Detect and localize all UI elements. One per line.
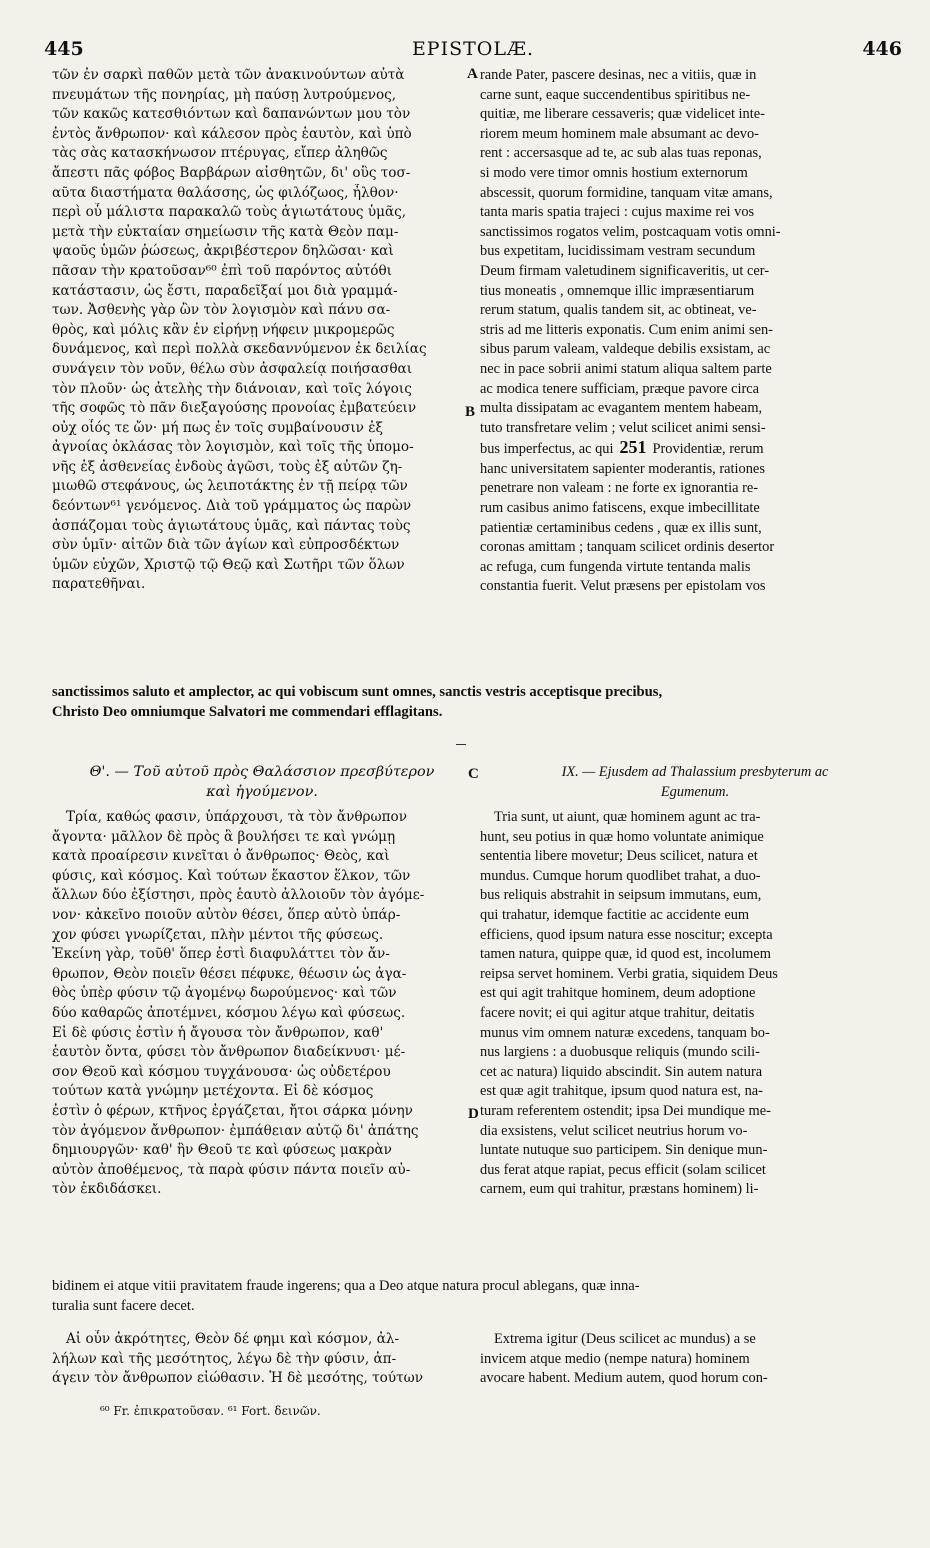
heading-line: Θ'. — Τοῦ αὐτοῦ πρὸς Θαλάσσιον πρεσβύτερον <box>89 764 435 780</box>
text-line: νον· κἀκεῖνο ποιοῦν αὐτὸν θέσει, ὅπερ αὐτὸ ὑπάρ- <box>52 906 401 923</box>
text-line: ac modica tenere sufficiam, præque pavore circa <box>480 380 760 397</box>
text-line: cet ac natura) liquido abscindit. Sin autem natura <box>480 1063 763 1080</box>
text-line: δύο καθαρῶς ἀποτέμνει, κόσμου λέγω καὶ φύσεως. <box>52 1004 406 1021</box>
text-line: multa dissipatam ac evagantem mentem habeam, <box>480 400 763 417</box>
greek-column-3 <box>52 1330 468 1389</box>
text-line: est quæ agit trahitque, ipsum quod natura est, na- <box>480 1083 763 1100</box>
text-line: κατὰ προαίρεσιν κινεῖται ὁ ἄνθρωπος· Θεὸς, καὶ <box>52 848 390 865</box>
text-line: Deum firmam valetudinem significaveritis, ut cer- <box>480 262 770 279</box>
text-line: avocare habent. Medium autem, quod horum con- <box>480 1370 768 1387</box>
text-line: ἐντὸς ἄνθρωπον· καὶ κάλεσον πρὸς ἑαυτὸν, καὶ ὑπὸ <box>52 125 412 142</box>
text-line: constantia fuerit. Velut præsens per epistolam vos <box>480 578 766 595</box>
text-line: Αἱ οὖν ἀκρότητες, Θεὸν δέ φημι καὶ κόσμον, ἀλ- <box>66 1331 400 1347</box>
text-line: ἄλλων δύο ἐξίστησι, πρὸς ἑαυτὸ ἀλλοιοῦν τὸν ἀγόμε- <box>52 887 425 904</box>
text-line: σον Θεοῦ καὶ κόσμου τυγχάνουσα· ὡς οὐδετέρου <box>52 1063 391 1080</box>
greek-section-heading <box>52 762 472 802</box>
text-line: συνάγειν τὸν νοῦν, θέλω σὺν ἀσφαλείᾳ ποιήσασθαι <box>52 360 413 377</box>
text-line: tuto transfretare velim ; velut scilicet animi sensi- <box>480 419 766 436</box>
text-line: Ἐκείνη γὰρ, τοῦθ' ὅπερ ἐστὶ διαφυλάττει τὸν ἄν- <box>52 946 390 963</box>
text-line: rande Pater, pascere desinas, nec a vitiis, quæ in <box>480 67 757 83</box>
text-line: τῆς σοφῶς τὸ πᾶν διεξαγούσης προνοίας ἐμβατεύειν <box>52 400 417 417</box>
text-line: sibus parum valeam, valdeque debilis exsistam, ac <box>480 341 771 358</box>
text-line: τὸν πλοῦν· ὡς ἀτελὴς τὴν διάνοιαν, καὶ τοῖς λόγοις <box>52 380 412 397</box>
text-line: τὸν ἀγόμενον ἄνθρωπον· ἐμπάθειαν αὐτῷ δι' ἀπάτης <box>52 1122 419 1139</box>
text-line: ἀγνοίας ὀκλάσας τὸν λογισμὸν, καὶ τοῖς τῆς ὑπομο- <box>52 439 414 456</box>
text-line: sanctissimos saluto et amplector, ac qui vobiscum sunt omnes, sanctis vestris acceptisque precibus, <box>52 684 663 700</box>
text-line: Extrema igitur (Deus scilicet ac mundus) a se <box>494 1331 756 1347</box>
text-fragment: bus imperfectus, ac qui <box>480 441 614 458</box>
text-line: δεόντων⁶¹ γενόμενος. Διὰ τοῦ γράμματος ὡς παρὼν <box>52 498 412 515</box>
text-line: τῶν ἐν σαρκὶ παθῶν μετὰ τῶν ἀνακινούντων αὐτὰ <box>52 67 405 83</box>
column-number: 251 <box>619 438 647 458</box>
text-line: μιωθῶ στεφάνους, ὡς λειποτάκτης ἐν τῇ πείρᾳ τῶν <box>52 478 408 495</box>
text-line: rent : accersasque ad te, ac sub alas tuas reponas, <box>480 145 762 162</box>
text-line: θὸς ὑπὲρ φύσιν τῷ ἀγομένῳ δωρούμενος· καὶ τῶν <box>52 985 397 1002</box>
text-line: κατάστασιν, ὡς ἔστι, παραδεῖξαί μοι διὰ γραμμά- <box>52 282 398 299</box>
latin-full-width-2 <box>52 1276 902 1316</box>
page-header <box>44 38 902 62</box>
text-line: luntate nutuque suo participem. Sin denique mun- <box>480 1142 768 1159</box>
greek-column-1 <box>52 66 468 595</box>
text-line <box>480 438 898 460</box>
divider <box>456 744 466 745</box>
latin-section-heading <box>492 762 898 802</box>
text-line: αῦτα διαστήματα θαλάσσης, ὡς φιλόζωος, ἦλθον· <box>52 184 399 201</box>
text-line: reipsa servet hominem. Verbi gratia, siquidem Deus <box>480 965 778 982</box>
text-line: hunt, seu potius in quæ homo voluntate animique <box>480 828 764 845</box>
text-line: ἀσπάζομαι τοὺς ἁγιωτάτους ὑμᾶς, καὶ πάντας τοὺς <box>52 517 411 534</box>
text-line: θρωπον, Θεὸν ποιεῖν θέσει πέφυκε, θέωσιν ὡς ἀγα- <box>52 965 407 982</box>
text-line: dus ferat atque rapiat, pecus efficit (solam scilicet <box>480 1161 766 1178</box>
text-line: nec in pace sobrii animi statum aliqua saltem parte <box>480 360 772 377</box>
text-line: τὸν ἐκδιδάσκει. <box>52 1181 162 1198</box>
text-line: efficiens, quod ipsum natura esse noscitur; excepta <box>480 926 773 943</box>
text-line: rerum statum, qualis tandem sit, ac obtineat, ve- <box>480 302 757 319</box>
page-number-right: 446 <box>862 38 902 60</box>
text-line: bus expetitam, lucidissimam vestram secundum <box>480 243 756 260</box>
text-line: δυνάμενος, καὶ περὶ πολλὰ σκεδαννύμενον ἐκ δειλίας <box>52 341 427 358</box>
latin-column-3 <box>480 1330 898 1389</box>
text-line: χον φύσει γνωρίζεται, πλὴν μέντοι τῆς φύσεως. <box>52 926 384 943</box>
text-line: μετὰ τὴν εὐκταίαν σημείωσιν τῆς κατὰ Θεὸν παμ- <box>52 223 399 240</box>
text-line: rum casibus animo fatiscens, exque imbecillitate <box>480 500 760 517</box>
text-line: qui trahatur, idemque factitie ac accidente eum <box>480 906 750 923</box>
text-line: carnem, eum qui trahitur, præstans hominem) li- <box>480 1181 759 1198</box>
text-line: bidinem ei atque vitii pravitatem fraude ingerens; qua a Deo atque natura procul ablegans, quæ inna- <box>52 1278 640 1294</box>
text-line: Christo Deo omniumque Salvatori me commendari efflagitans. <box>52 704 443 720</box>
text-line: abscessit, quorum formidine, tanquam vitæ amans, <box>480 184 773 201</box>
latin-full-width-1 <box>52 682 902 722</box>
text-line: Tria sunt, ut aiunt, quæ hominem agunt ac tra- <box>494 809 761 825</box>
text-line: τὰς σὰς κατασκήνωσον πτέρυγας, εἴπερ ἀληθῶς <box>52 145 388 162</box>
text-line: patientiæ certaminibus cedens , quæ ex illis sunt, <box>480 519 762 536</box>
text-line: ἐστὶν ὁ φέρων, κτῆνος ἐργάζεται, ἤτοι σάρκα μόνην <box>52 1102 413 1119</box>
text-line: ἄγοντα· μᾶλλον δὲ πρὸς ἃ βουλήσει τε καὶ γνώμῃ <box>52 828 396 845</box>
text-line: πνευμάτων τῆς πονηρίας, μὴ παύσῃ λυτρούμενος, <box>52 86 397 103</box>
text-line: riorem meum hominem male absumant ac devo- <box>480 125 759 142</box>
text-line: τούτων κατὰ γνώμην μετέχοντα. Εἰ δὲ κόσμος <box>52 1083 374 1100</box>
text-line: coronas amittam ; tanquam scilicet ordinis desertor <box>480 539 775 556</box>
text-line: ac refuga, cum fungenda virtute tentanda malis <box>480 558 751 575</box>
margin-marker-d: D <box>468 1106 479 1122</box>
text-fragment: Providentiæ, rerum <box>652 441 764 458</box>
text-line: dia exsistens, velut scilicet neutrius horum vo- <box>480 1122 748 1139</box>
text-line: φύσις, καὶ κόσμος. Καὶ τούτων ἕκαστον ἕλκον, τῶν <box>52 867 411 884</box>
text-line: ὑμῶν εὐχῶν, Χριστῷ τῷ Θεῷ καὶ Σωτῆρι τῶν ὅλων <box>52 556 405 573</box>
running-title: EPISTOLÆ. <box>411 38 535 60</box>
text-line: munus vim omnem naturæ excedens, tanquam bo- <box>480 1024 770 1041</box>
text-line: άγειν τὸν ἄνθρωπον εἰώθασιν. Ἡ δὲ μεσότης, τούτων <box>52 1370 424 1387</box>
text-line: tanta maris spatia trajeci : cujus maxime rei vos <box>480 204 755 221</box>
margin-marker-a: A <box>467 66 478 82</box>
text-line: si modo vere timor omnis hostium externorum <box>480 164 748 181</box>
text-line: sanctissimos rogatos velim, postcaquam votis omni- <box>480 223 781 240</box>
heading-line: Egumenum. <box>660 784 730 800</box>
text-line: νῆς ἐξ ἀσθενείας ἐνδοὺς ἀγῶσι, τοὺς ἐξ αὐτῶν ζη- <box>52 458 403 475</box>
text-line: facere novit; ei qui agitur atque trahitur, deitatis <box>480 1004 755 1021</box>
latin-column-1 <box>480 66 898 597</box>
text-line: tamen natura, quippe quæ, id quod est, incolumem <box>480 946 771 963</box>
text-line: οὐχ οἷός τε ὤν· μή πως ἐν τοῖς συμβαίνουσιν ἐξ <box>52 419 384 436</box>
text-line: σὺν ὑμῖν· αἰτῶν διὰ τῶν ἁγίων καὶ εὐπροσδέκτων <box>52 537 400 554</box>
text-line: quitiæ, me liberare cessaveris; quæ videlicet inte- <box>480 106 765 123</box>
heading-line: IX. — Ejusdem ad Thalassium presbyterum ac <box>561 764 829 780</box>
text-line: carne sunt, eaque succendentibus spiritibus ne- <box>480 86 751 103</box>
text-line: penetrare non valeam : ne forte ex ignorantia re- <box>480 480 759 497</box>
text-line: λήλων καὶ τῆς μεσότητος, λέγω δὲ τὴν φύσιν, ἀπ- <box>52 1350 397 1367</box>
text-line: πᾶσαν τὴν κρατοῦσαν⁶⁰ ἐπὶ τοῦ παρόντος αὐτόθι <box>52 262 393 279</box>
heading-line: καὶ ἡγούμενον. <box>206 784 318 800</box>
margin-marker-c: C <box>468 766 479 782</box>
text-line: turam referentem ostendit; ipsa Dei mundique me- <box>480 1102 771 1119</box>
page-number-left: 445 <box>44 38 84 60</box>
text-line: αὐτὸν ἀποθέμενος, τὰ παρὰ φύσιν πάντα ποιεῖν αὐ- <box>52 1161 411 1178</box>
text-line: δημιουργῶν· καθ' ἣν Θεοῦ τε καὶ φύσεως μακρὰν <box>52 1142 392 1159</box>
text-line: παρατεθῆναι. <box>52 576 146 593</box>
text-line: mundus. Cumque horum quodlibet trahat, a duo- <box>480 867 761 884</box>
text-line: Εἰ δὲ φύσις ἐστὶν ἡ ἄγουσα τὸν ἄνθρωπον, καθ' <box>52 1024 384 1041</box>
text-line: invicem atque medio (nempe natura) hominem <box>480 1350 750 1367</box>
latin-column-2 <box>480 808 898 1200</box>
text-line: hanc universitatem sapienter moderantis, rationes <box>480 460 765 477</box>
text-line: sententia libere movetur; Deus scilicet, natura et <box>480 848 758 865</box>
text-line: bus reliquis abstrahit in seipsum immutans, eum, <box>480 887 762 904</box>
text-line: τῶν κακῶς κατεσθιόντων καὶ δαπανώντων μου τὸν <box>52 106 411 123</box>
text-line: nus largiens : a duobusque reliquis (mundo scili- <box>480 1044 760 1061</box>
text-line: tius moneatis , omnemque illic impræsentiarum <box>480 282 755 299</box>
text-line: θρὸς, καὶ μόλις κἂν ἐν εἰρήνῃ νήφειν μικρομερῶς <box>52 321 395 338</box>
text-line: των. Ἀσθενὴς γὰρ ὢν τὸν λογισμὸν καὶ πάνυ σα- <box>52 302 391 319</box>
text-line: est qui agit trahitque hominem, deum adoptione <box>480 985 756 1002</box>
text-line: ἑαυτὸν ὄντα, φύσει τὸν ἄνθρωπον διαδείκνυσι· μέ- <box>52 1044 406 1061</box>
text-line: turalia sunt facere decet. <box>52 1298 195 1314</box>
footnotes: ⁶⁰ Fr. ἐπικρατοῦσαν. ⁶¹ Fort. δεινῶν. <box>100 1404 321 1418</box>
text-line: ἄπεστι πᾶς φόβος Βαρβάρων αἰσθητῶν, δι' οὓς τοσ- <box>52 164 411 181</box>
text-line: ψαοῦς ὑμῶν ῥώσεως, ἀκριβέστερον δηλῶσαι· καὶ <box>52 243 394 260</box>
greek-column-2 <box>52 808 468 1200</box>
text-line: περὶ οὗ μάλιστα παρακαλῶ τοὺς ἁγιωτάτους ὑμᾶς, <box>52 204 407 221</box>
text-line: stris ad me litteris exponatis. Cum enim animi sen- <box>480 321 773 338</box>
text-line: Τρία, καθώς φασιν, ὑπάρχουσι, τὰ τὸν ἄνθρωπον <box>66 809 408 825</box>
margin-marker-b: B <box>465 404 476 420</box>
